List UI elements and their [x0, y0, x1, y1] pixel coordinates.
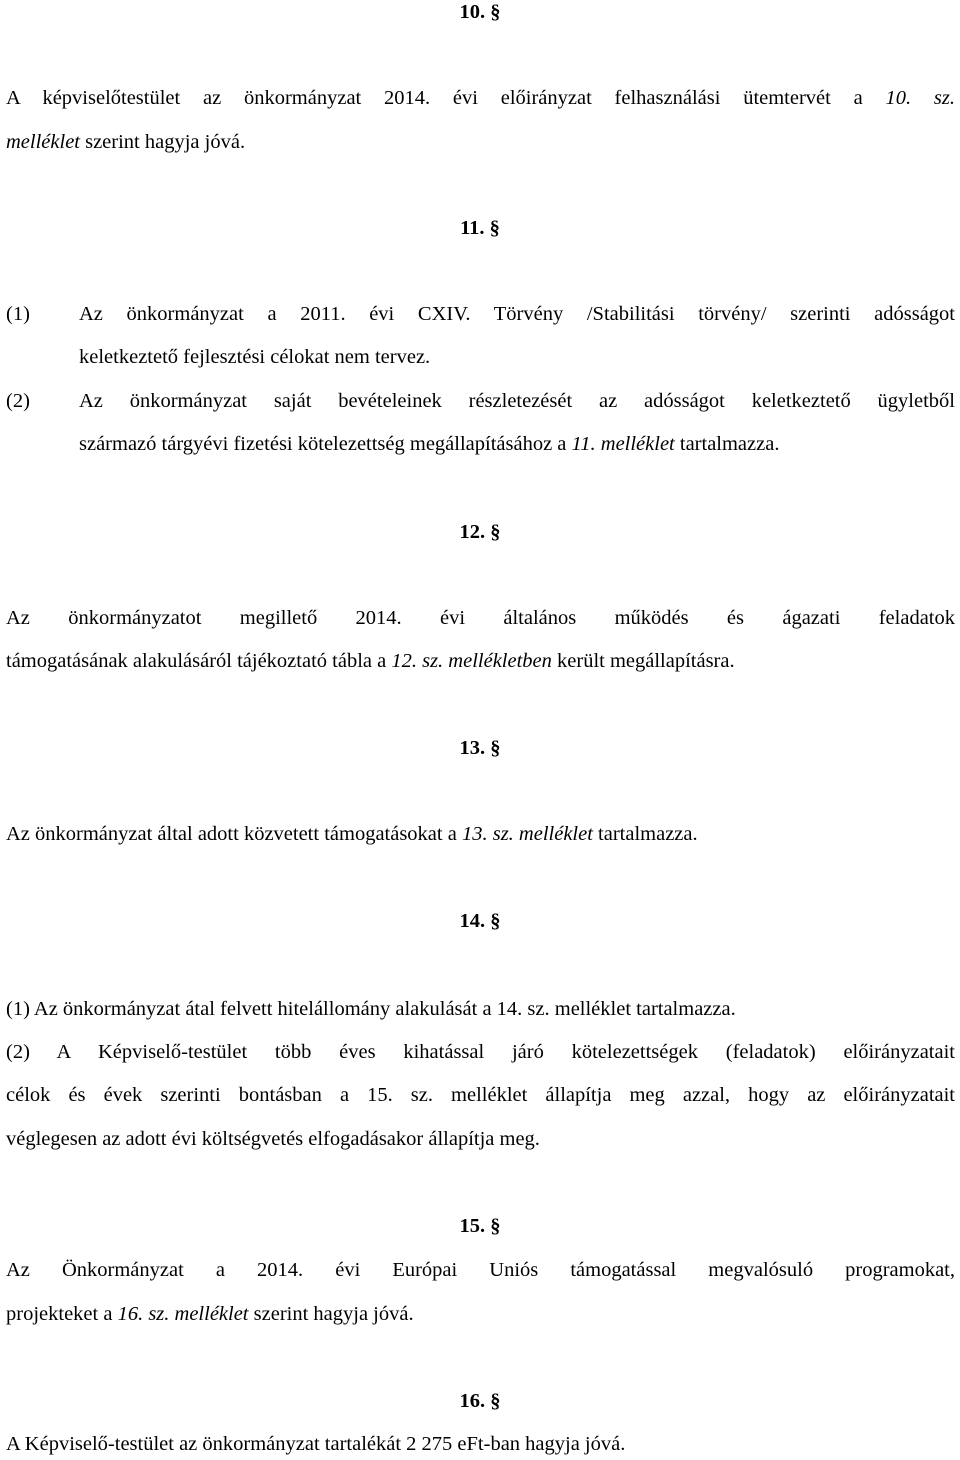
item-number: (1): [6, 303, 30, 325]
section-11-item-2-cont: származó tárgyévi fizetési kötelezettség megállapításához a 11. melléklet tartalmazza.: [79, 433, 780, 455]
section-13-line-1: Az önkormányzat által adott közvetett támogatásokat a 13. sz. melléklet tartalmazza.: [6, 823, 698, 845]
section-16-line-1: A Képviselő-testület az önkormányzat tartalékát 2 275 eFt-ban hagyja jóvá.: [6, 1433, 626, 1455]
section-10-line-1: A képviselőtestület az önkormányzat 2014. évi előirányzat felhasználási ütemtervét a 10. sz.: [6, 87, 955, 109]
section-10-line-2: melléklet szerint hagyja jóvá.: [6, 131, 246, 153]
section-15-heading: 15. §: [459, 1215, 501, 1237]
section-14-line-1: (1) Az önkormányzat átal felvett hitelállomány alakulását a 14. sz. melléklet tartalmazza.: [6, 998, 736, 1020]
section-13-heading: 13. §: [459, 737, 501, 759]
section-12-heading: 12. §: [459, 521, 501, 543]
section-14-line-4: véglegesen az adott évi költségvetés elfogadásakor állapítja meg.: [6, 1128, 540, 1150]
section-12-line-2: támogatásának alakulásáról tájékoztató tábla a 12. sz. mellékletben került megállapításra.: [6, 650, 735, 672]
section-16-heading: 16. §: [459, 1390, 501, 1412]
section-15-line-2: projekteket a 16. sz. melléklet szerint hagyja jóvá.: [6, 1303, 414, 1325]
section-14-heading: 14. §: [459, 910, 501, 932]
section-11-heading: 11. §: [460, 217, 500, 239]
section-15-line-1: Az Önkormányzat a 2014. évi Európai Uniós támogatással megvalósuló programokat,: [6, 1259, 955, 1281]
section-11-item-1-cont: keletkeztető fejlesztési célokat nem tervez.: [79, 346, 431, 368]
section-14-line-3: célok és évek szerinti bontásban a 15. sz. melléklet állapítja meg azzal, hogy az előirányzatait: [6, 1084, 955, 1106]
section-10-heading: 10. §: [459, 1, 501, 23]
section-14-line-2: (2) A Képviselő-testület több éves kihatással járó kötelezettségek (feladatok) előirányzatait: [6, 1041, 955, 1063]
item-number: (2): [6, 390, 30, 412]
section-12-line-1: Az önkormányzatot megillető 2014. évi általános működés és ágazati feladatok: [6, 607, 955, 629]
